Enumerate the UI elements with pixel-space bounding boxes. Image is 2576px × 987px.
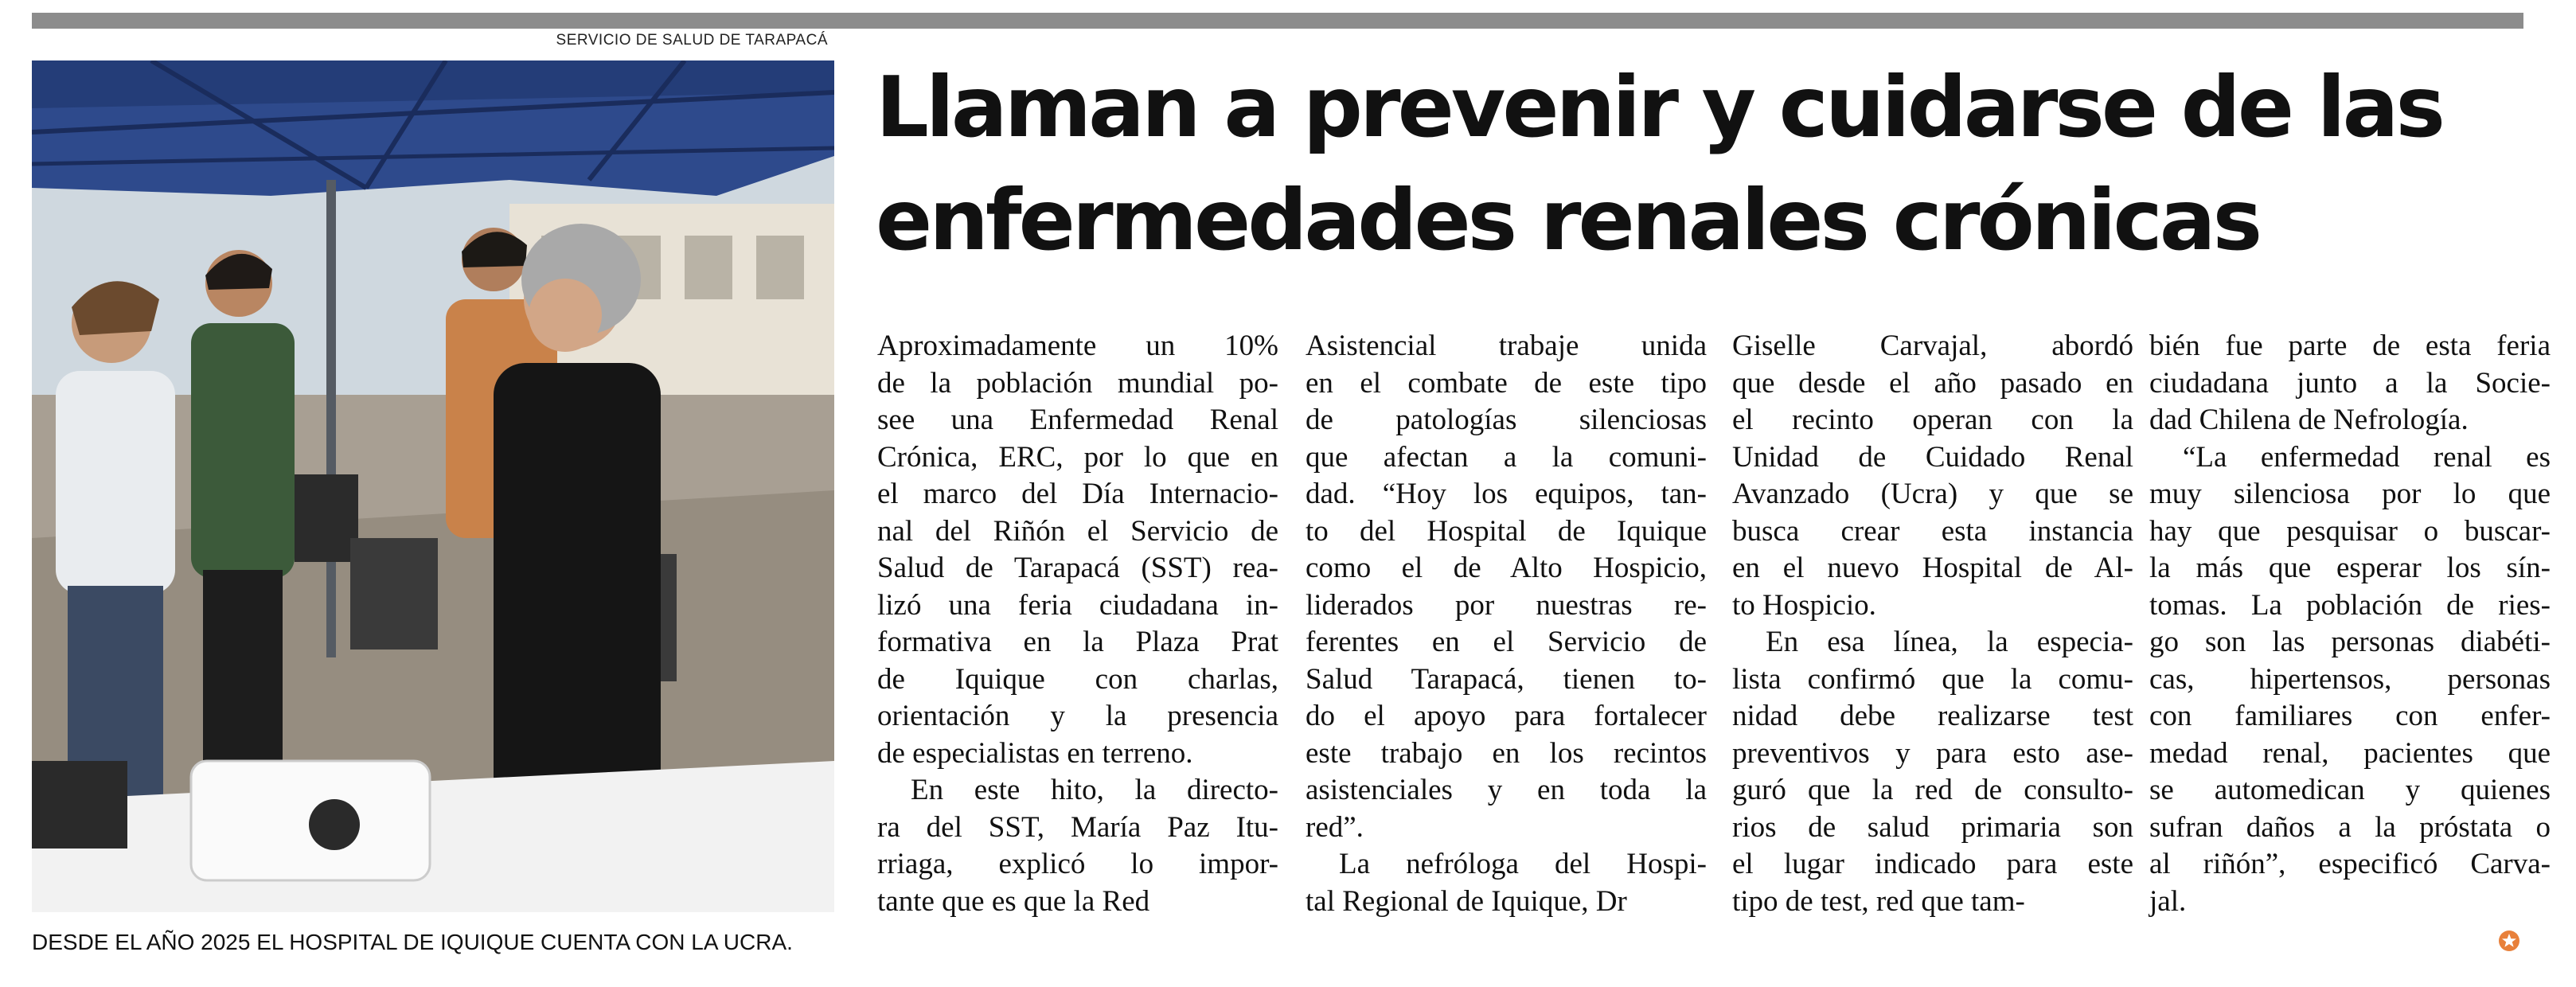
article-text-line: to Hospicio. [1732, 588, 1876, 622]
article-text-line: formativa en la Plaza Prat [877, 626, 1278, 658]
article-text-line: nal del Riñón el Servicio de [877, 514, 1278, 548]
article-text-line: de especialistas en terreno. [877, 736, 1193, 770]
photo-caption: DESDE EL AÑO 2025 EL HOSPITAL DE IQUIQUE CUENTA CON LA UCRA. [32, 930, 793, 954]
headline-line: Llaman a prevenir y cuidarse de las [876, 59, 2442, 156]
article-text-line: hay que pesquisar o buscar- [2149, 514, 2551, 548]
article-text-line: medad renal, pacientes que [2149, 736, 2551, 770]
article-text-line: guró que la red de consulto- [1732, 774, 2133, 806]
article-text-line: asistenciales y en toda la [1306, 774, 1707, 806]
article-text-line: el recinto operan con la [1732, 404, 2133, 436]
end-of-article-star-icon [2498, 930, 2520, 952]
article-text-line: en el combate de este tipo [1306, 366, 1707, 400]
text-column-1 [877, 328, 1278, 920]
article-text-line: Unidad de Cuidado Renal [1732, 440, 2133, 474]
article-text-line: En este hito, la directo- [911, 774, 1278, 806]
article-text-line: “La enfermedad renal es [2183, 440, 2551, 474]
article-text-line: que afectan a la comuni- [1306, 440, 1707, 474]
article-text-line: el marco del Día Internacio- [877, 478, 1278, 510]
article-text-line: La nefróloga del Hospi- [1339, 848, 1707, 880]
article-text-line: jal. [2149, 884, 2187, 918]
article-text-line: bién fue parte de esta feria [2149, 330, 2551, 362]
article-text-line: red”. [1306, 810, 1364, 844]
article-text-line: ra del SST, María Paz Itu- [877, 810, 1278, 844]
article-text-line: go son las personas diabéti- [2149, 626, 2551, 658]
article-text-line: do el apoyo para fortalecer [1306, 700, 1707, 732]
article-text-line: rriaga, explicó lo impor- [877, 848, 1278, 880]
article-text-line: nidad debe realizarse test [1732, 700, 2133, 732]
headline-line: enfermedades renales crónicas [876, 172, 2260, 269]
article-text-line: En esa línea, la especia- [1766, 626, 2133, 658]
article-text-line: preventivos y para esto ase- [1732, 736, 2133, 770]
article-text-line: Avanzado (Ucra) y que se [1732, 478, 2133, 510]
article-text-line: muy silenciosa por lo que [2149, 478, 2551, 510]
article-text-line: lizó una feria ciudadana in- [877, 588, 1278, 622]
text-column-2 [1306, 328, 1707, 920]
article-text-line: con familiares con enfer- [2149, 700, 2551, 732]
article-text-line: Crónica, ERC, por lo que en [877, 440, 1278, 474]
article-text-line: tante que es que la Red [877, 884, 1150, 918]
article-text-line: Aproximadamente un 10% [877, 330, 1278, 362]
article-text-line: ciudadana junto a la Socie- [2149, 366, 2551, 400]
article-text-line: dad. “Hoy los equipos, tan- [1306, 478, 1707, 510]
article-text-line: la más que esperar los sín- [2149, 552, 2551, 584]
article-text-line: busca crear esta instancia [1732, 514, 2133, 548]
article-text-line: rios de salud primaria son [1732, 810, 2133, 844]
article-text-line: see una Enfermedad Renal [877, 404, 1278, 436]
article-text-line: este trabajo en los recintos [1306, 736, 1707, 770]
article-text-line: Asistencial trabaje unida [1306, 330, 1707, 362]
article-text-line: tal Regional de Iquique, Dr [1306, 884, 1627, 918]
article-text-line: lista confirmó que la comu- [1732, 662, 2133, 696]
article-text-line: en el nuevo Hospital de Al- [1732, 552, 2133, 584]
article-text-line: to del Hospital de Iquique [1306, 514, 1707, 548]
article-text-line: liderados por nuestras re- [1306, 588, 1707, 622]
article-text-line: Salud Tarapacá, tienen to- [1306, 662, 1707, 696]
article-text-line: dad Chilena de Nefrología. [2149, 404, 2469, 436]
article-text-line: Giselle Carvajal, abordó [1732, 330, 2133, 362]
article-text-line: se automedican y quienes [2149, 774, 2551, 806]
article-text-line: el lugar indicado para este [1732, 848, 2133, 880]
photo-credit: SERVICIO DE SALUD DE TARAPACÁ [556, 32, 828, 49]
article-text-line: de patologías silenciosas [1306, 404, 1707, 436]
article-text-line: Salud de Tarapacá (SST) rea- [877, 552, 1278, 584]
top-rule-bar [32, 13, 2523, 29]
article-text-line: orientación y la presencia [877, 700, 1278, 732]
article-text-line: tipo de test, red que tam- [1732, 884, 2025, 918]
article-text-line: cas, hipertensos, personas [2149, 662, 2551, 696]
text-column-3 [1732, 328, 2133, 920]
article-text-line: que desde el año pasado en [1732, 366, 2133, 400]
article-text-line: de la población mundial po- [877, 366, 1278, 400]
article-text-line: ferentes en el Servicio de [1306, 626, 1707, 658]
article-text-line: de Iquique con charlas, [877, 662, 1278, 696]
article-headline [876, 51, 2531, 277]
article-photo [32, 60, 834, 912]
article-text-line: sufran daños a la próstata o [2149, 810, 2551, 844]
text-column-4 [2149, 328, 2551, 920]
article-text-line: como el de Alto Hospicio, [1306, 552, 1707, 584]
article-text-line: al riñón”, especificó Carva- [2149, 848, 2551, 880]
article-text-line: tomas. La población de ries- [2149, 588, 2551, 622]
